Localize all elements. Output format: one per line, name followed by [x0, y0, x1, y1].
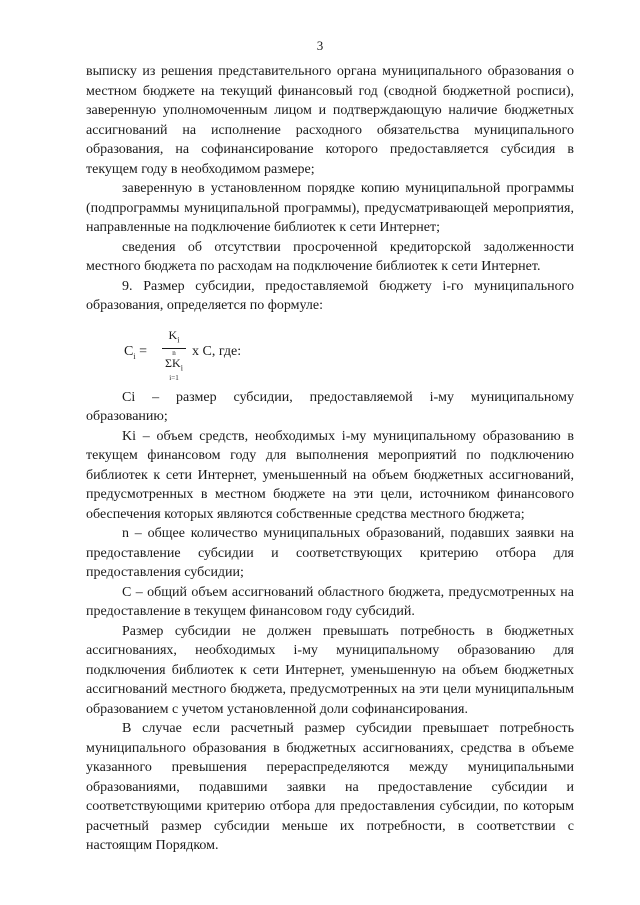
formula-numerator: $K_i$: [168, 327, 180, 344]
definition-c: С – общий объем ассигнований областного бюджета, предусмотренных на предоставление в текущем финансовом году субсидий.: [86, 584, 574, 619]
formula-lhs: $C_i$ =: [124, 343, 147, 361]
paragraph-program-copy: заверенную в установленном порядке копию муниципальной программы (подпрограммы муниципальной программы), предусматривающей мероприятия, направленные на подключение библиотек к сети Интернет;: [86, 181, 574, 235]
paragraph-item-9: 9. Размер субсидии, предоставляемой бюджету i-го муниципального образования, определяется по формуле:: [86, 278, 574, 313]
formula-rhs: x С, где:: [192, 343, 242, 359]
page-number: 3: [316, 38, 324, 53]
definition-ki: Ki – объем средств, необходимых i-му муниципальному образованию в текущем финансовом году для выполнения мероприятий по подключению библиотек к сети Интернет, уменьшенный на объем бюджетных ассигнований, предусмотренных в местном бюджете на эти цели, источником финансового обеспечения которых являются собственные средства местного бюджета;: [86, 428, 574, 522]
definition-n: n – общее количество муниципальных образований, подавших заявки на предоставление субсидии и соответствующих критерию отбора для предоставления субсидии;: [86, 526, 574, 580]
subsidy-formula: [86, 322, 574, 384]
paragraph-extract-decision: выписку из решения представительного органа муниципального образования о местном бюджете на текущий финансовый год (сводной бюджетной росписи), заверенную уполномоченным лицом и подтверждающую наличие бюджетных ассигнований на исполнение расходного обязательства муниципального образования, на софинансирование которого предоставляется субсидия в текущем году в необходимом размере;: [86, 64, 574, 177]
formula-denominator: $\Sigma K_i$: [165, 355, 183, 373]
paragraph-no-arrears: сведения об отсутствии просроченной кредиторской задолженности местного бюджета по расходам на подключение библиотек к сети Интернет.: [86, 239, 574, 274]
definition-ci: Ci – размер субсидии, предоставляемой i-му муниципальному образованию;: [86, 389, 574, 424]
document-body: [86, 62, 574, 856]
sum-upper-limit: n: [172, 348, 176, 357]
paragraph-redistribution: В случае если расчетный размер субсидии превышает потребность муниципального образования в бюджетных ассигнованиях, средства в объеме указанного превышения перераспределяются между муниципальными образованиями, подавшими заявки на предоставление субсидии и соответствующими критерию отбора для предоставления субсидии, по которым расчетный размер субсидии меньше их потребности, в соответствии с настоящим Порядком.: [86, 721, 574, 853]
formula-fraction: [162, 328, 186, 383]
paragraph-subsidy-limit: Размер субсидии не должен превышать потребность в бюджетных ассигнованиях, необходимых i-му муниципальному образованию для подключения библиотек к сети Интернет, уменьшенную на объем бюджетных ассигнований местного бюджета, предусмотренных на эти цели муниципальным образованием с учетом установленной доли софинансирования.: [86, 623, 574, 717]
sum-lower-limit: i=1: [169, 374, 179, 383]
